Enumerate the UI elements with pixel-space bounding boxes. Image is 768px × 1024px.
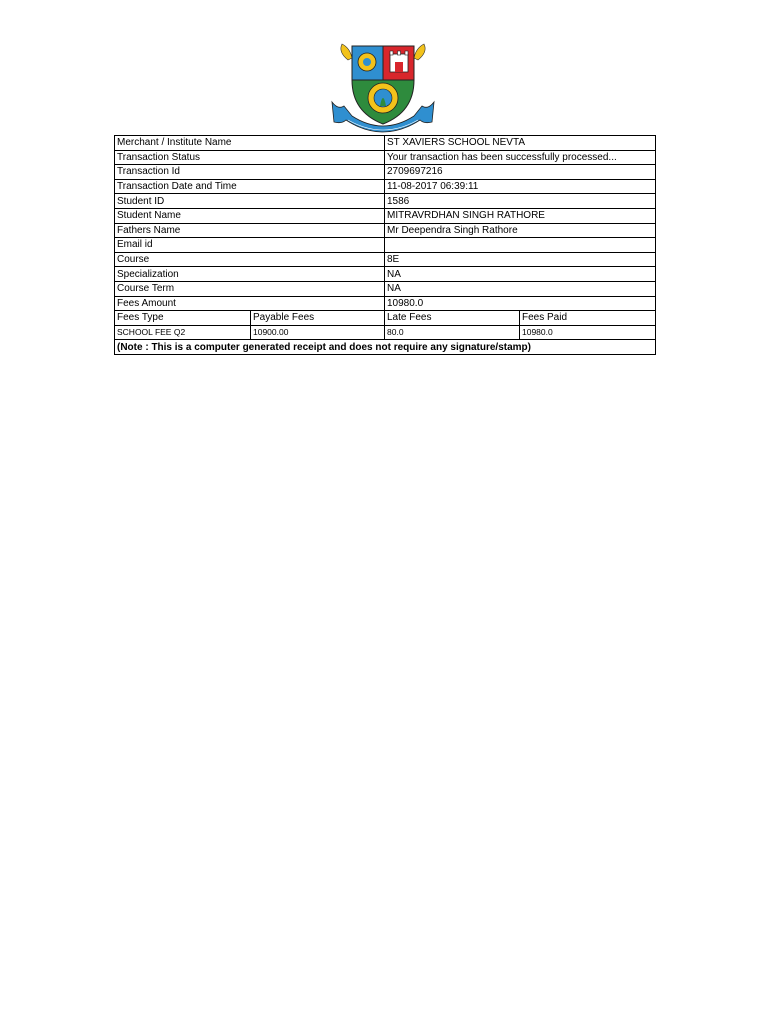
detail-value: 11-08-2017 06:39:11	[385, 179, 656, 194]
detail-row-date-time	[115, 179, 656, 194]
detail-label: Fees Amount	[115, 296, 385, 311]
detail-value: 2709697216	[385, 165, 656, 180]
detail-value: NA	[385, 281, 656, 296]
detail-label: Merchant / Institute Name	[115, 136, 385, 151]
detail-label: Student ID	[115, 194, 385, 209]
detail-value: MITRAVRDHAN SINGH RATHORE	[385, 208, 656, 223]
detail-label: Transaction Status	[115, 150, 385, 165]
detail-row-specialization	[115, 267, 656, 282]
fees-cell: 10900.00	[251, 325, 385, 340]
fees-data-row	[115, 325, 656, 340]
detail-label: Student Name	[115, 208, 385, 223]
receipt-table	[114, 135, 656, 355]
detail-row-fathers-name	[115, 223, 656, 238]
fees-cell: 80.0	[385, 325, 520, 340]
note-row	[115, 340, 656, 355]
detail-label: Course Term	[115, 281, 385, 296]
detail-value: NA	[385, 267, 656, 282]
detail-value: Mr Deependra Singh Rathore	[385, 223, 656, 238]
fees-header-cell: Payable Fees	[251, 311, 385, 326]
detail-value: ST XAVIERS SCHOOL NEVTA	[385, 136, 656, 151]
detail-value: 8E	[385, 252, 656, 267]
fees-header-row	[115, 311, 656, 326]
detail-label: Transaction Date and Time	[115, 179, 385, 194]
detail-value	[385, 238, 656, 253]
fees-cell: 10980.0	[520, 325, 656, 340]
detail-value: 1586	[385, 194, 656, 209]
detail-row-status	[115, 150, 656, 165]
detail-row-fees-amount	[115, 296, 656, 311]
detail-row-course	[115, 252, 656, 267]
receipt-note: (Note : This is a computer generated receipt and does not require any signature/stamp)	[115, 340, 656, 355]
school-crest-icon	[328, 40, 438, 136]
fees-header-cell: Fees Paid	[520, 311, 656, 326]
fees-cell: SCHOOL FEE Q2	[115, 325, 251, 340]
detail-row-course-term	[115, 281, 656, 296]
detail-row-student-name	[115, 208, 656, 223]
detail-row-student-id	[115, 194, 656, 209]
fees-header-cell: Late Fees	[385, 311, 520, 326]
detail-value: 10980.0	[385, 296, 656, 311]
school-logo	[328, 40, 438, 136]
detail-value: Your transaction has been successfully processed...	[385, 150, 656, 165]
detail-row-email	[115, 238, 656, 253]
detail-label: Course	[115, 252, 385, 267]
detail-row-transaction-id	[115, 165, 656, 180]
detail-label: Fathers Name	[115, 223, 385, 238]
fees-header-cell: Fees Type	[115, 311, 251, 326]
detail-label: Transaction Id	[115, 165, 385, 180]
detail-row-institute	[115, 136, 656, 151]
detail-label: Email id	[115, 238, 385, 253]
detail-label: Specialization	[115, 267, 385, 282]
